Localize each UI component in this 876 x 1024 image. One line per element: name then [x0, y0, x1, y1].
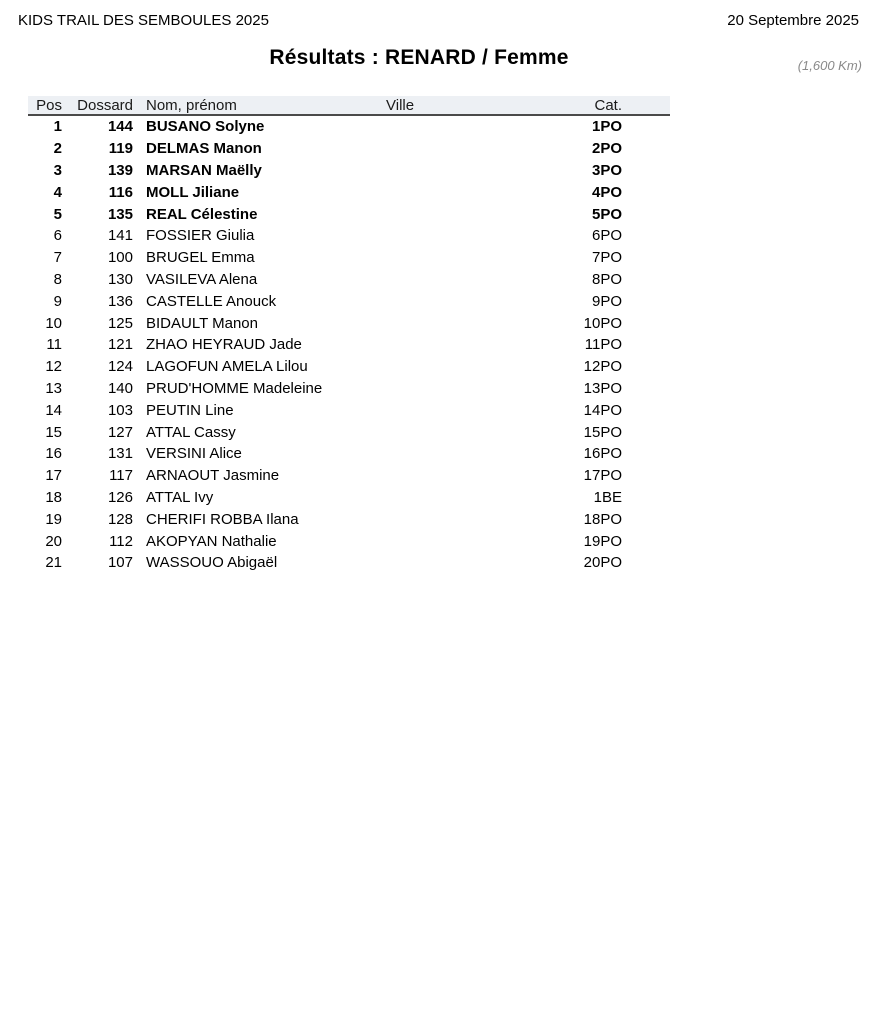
cell-cat: 7PO [591, 249, 622, 267]
col-header-dossard: Dossard [77, 96, 133, 114]
cell-cat: 2PO [591, 140, 622, 158]
table-row [28, 334, 670, 356]
cell-name: VERSINI Alice [146, 445, 242, 463]
cell-cat: 12PO [583, 358, 622, 376]
cell-dossard: 117 [109, 467, 133, 485]
table-row [28, 225, 670, 247]
table-row [28, 160, 670, 182]
cell-cat: 20PO [583, 554, 622, 572]
table-row [28, 181, 670, 203]
cell-name: BRUGEL Emma [146, 249, 255, 267]
table-row [28, 203, 670, 225]
table-row [28, 378, 670, 400]
cell-cat: 11PO [584, 336, 622, 354]
table-row [28, 552, 670, 574]
cell-name: WASSOUO Abigaël [146, 554, 278, 572]
cell-dossard: 107 [107, 554, 133, 572]
cell-pos: 7 [53, 249, 62, 267]
results-table [28, 96, 670, 574]
cell-name: ATTAL Cassy [146, 423, 236, 441]
cell-pos: 12 [45, 358, 62, 376]
cell-pos: 3 [53, 161, 62, 179]
cell-cat: 1BE [593, 488, 622, 506]
cell-pos: 2 [53, 140, 62, 158]
cell-dossard: 135 [107, 205, 133, 223]
cell-dossard: 103 [107, 401, 133, 419]
cell-name: CHERIFI ROBBA Ilana [146, 510, 299, 528]
col-header-pos: Pos [36, 96, 62, 114]
cell-dossard: 144 [107, 118, 133, 136]
cell-cat: 6PO [591, 227, 622, 245]
cell-name: VASILEVA Alena [146, 270, 258, 288]
table-row [28, 312, 670, 334]
cell-name: PRUD'HOMME Madeleine [146, 379, 323, 397]
cell-dossard: 130 [107, 270, 133, 288]
cell-dossard: 139 [107, 161, 133, 179]
cell-name: LAGOFUN AMELA Lilou [146, 358, 308, 376]
event-title: KIDS TRAIL DES SEMBOULES 2025 [18, 12, 269, 29]
cell-dossard: 136 [107, 292, 133, 310]
table-row [28, 508, 670, 530]
cell-name: BIDAULT Manon [146, 314, 258, 332]
cell-dossard: 126 [107, 488, 133, 506]
cell-pos: 5 [53, 205, 62, 223]
cell-pos: 10 [45, 314, 62, 332]
cell-name: MARSAN Maëlly [146, 161, 262, 179]
table-row [28, 421, 670, 443]
cell-name: DELMAS Manon [146, 140, 262, 158]
col-header-cat: Cat. [594, 96, 622, 114]
table-body [28, 116, 670, 574]
cell-name: AKOPYAN Nathalie [146, 532, 277, 550]
cell-pos: 13 [45, 379, 62, 397]
cell-cat: 17PO [583, 467, 622, 485]
table-row [28, 116, 670, 138]
cell-pos: 9 [53, 292, 62, 310]
cell-pos: 8 [53, 270, 62, 288]
cell-cat: 10PO [583, 314, 622, 332]
cell-pos: 6 [53, 227, 62, 245]
table-row [28, 247, 670, 269]
cell-dossard: 112 [109, 532, 133, 550]
cell-cat: 3PO [591, 161, 622, 179]
table-row [28, 530, 670, 552]
cell-dossard: 141 [107, 227, 133, 245]
cell-name: PEUTIN Line [146, 401, 234, 419]
table-row [28, 487, 670, 509]
cell-cat: 8PO [591, 270, 622, 288]
cell-pos: 17 [45, 467, 62, 485]
cell-dossard: 140 [107, 379, 133, 397]
table-row [28, 290, 670, 312]
table-row [28, 356, 670, 378]
cell-name: BUSANO Solyne [146, 118, 265, 136]
cell-name: MOLL Jiliane [146, 183, 240, 201]
cell-cat: 16PO [583, 445, 622, 463]
cell-dossard: 116 [108, 183, 133, 201]
cell-pos: 19 [45, 510, 62, 528]
cell-name: CASTELLE Anouck [146, 292, 277, 310]
cell-cat: 15PO [583, 423, 622, 441]
cell-dossard: 127 [107, 423, 133, 441]
cell-dossard: 128 [107, 510, 133, 528]
cell-cat: 13PO [583, 379, 622, 397]
distance-label: (1,600 Km) [797, 58, 862, 73]
cell-name: FOSSIER Giulia [146, 227, 255, 245]
event-date: 20 Septembre 2025 [727, 12, 859, 29]
cell-pos: 11 [46, 336, 62, 354]
cell-dossard: 124 [107, 358, 133, 376]
cell-pos: 16 [45, 445, 62, 463]
cell-name: REAL Célestine [146, 205, 258, 223]
table-row [28, 269, 670, 291]
cell-pos: 14 [45, 401, 62, 419]
cell-cat: 18PO [583, 510, 622, 528]
cell-dossard: 119 [108, 140, 133, 158]
cell-pos: 4 [53, 183, 62, 201]
cell-name: ZHAO HEYRAUD Jade [146, 336, 302, 354]
cell-pos: 21 [45, 554, 62, 572]
cell-name: ATTAL Ivy [146, 488, 214, 506]
cell-cat: 14PO [583, 401, 622, 419]
table-header [28, 96, 670, 116]
col-header-name: Nom, prénom [146, 96, 237, 114]
page-title: Résultats : RENARD / Femme [269, 46, 569, 69]
cell-pos: 1 [53, 118, 62, 136]
table-row [28, 138, 670, 160]
cell-dossard: 131 [107, 445, 133, 463]
table-row [28, 399, 670, 421]
cell-cat: 19PO [583, 532, 622, 550]
cell-cat: 4PO [591, 183, 622, 201]
cell-name: ARNAOUT Jasmine [146, 467, 280, 485]
cell-pos: 15 [45, 423, 62, 441]
cell-pos: 20 [45, 532, 62, 550]
cell-dossard: 100 [107, 249, 133, 267]
table-row [28, 443, 670, 465]
table-row [28, 465, 670, 487]
cell-cat: 9PO [591, 292, 622, 310]
cell-cat: 1PO [591, 118, 622, 136]
cell-pos: 18 [45, 488, 62, 506]
cell-cat: 5PO [591, 205, 622, 223]
title-bar [0, 46, 838, 70]
cell-dossard: 125 [107, 314, 133, 332]
col-header-ville: Ville [386, 96, 415, 114]
cell-dossard: 121 [107, 336, 133, 354]
